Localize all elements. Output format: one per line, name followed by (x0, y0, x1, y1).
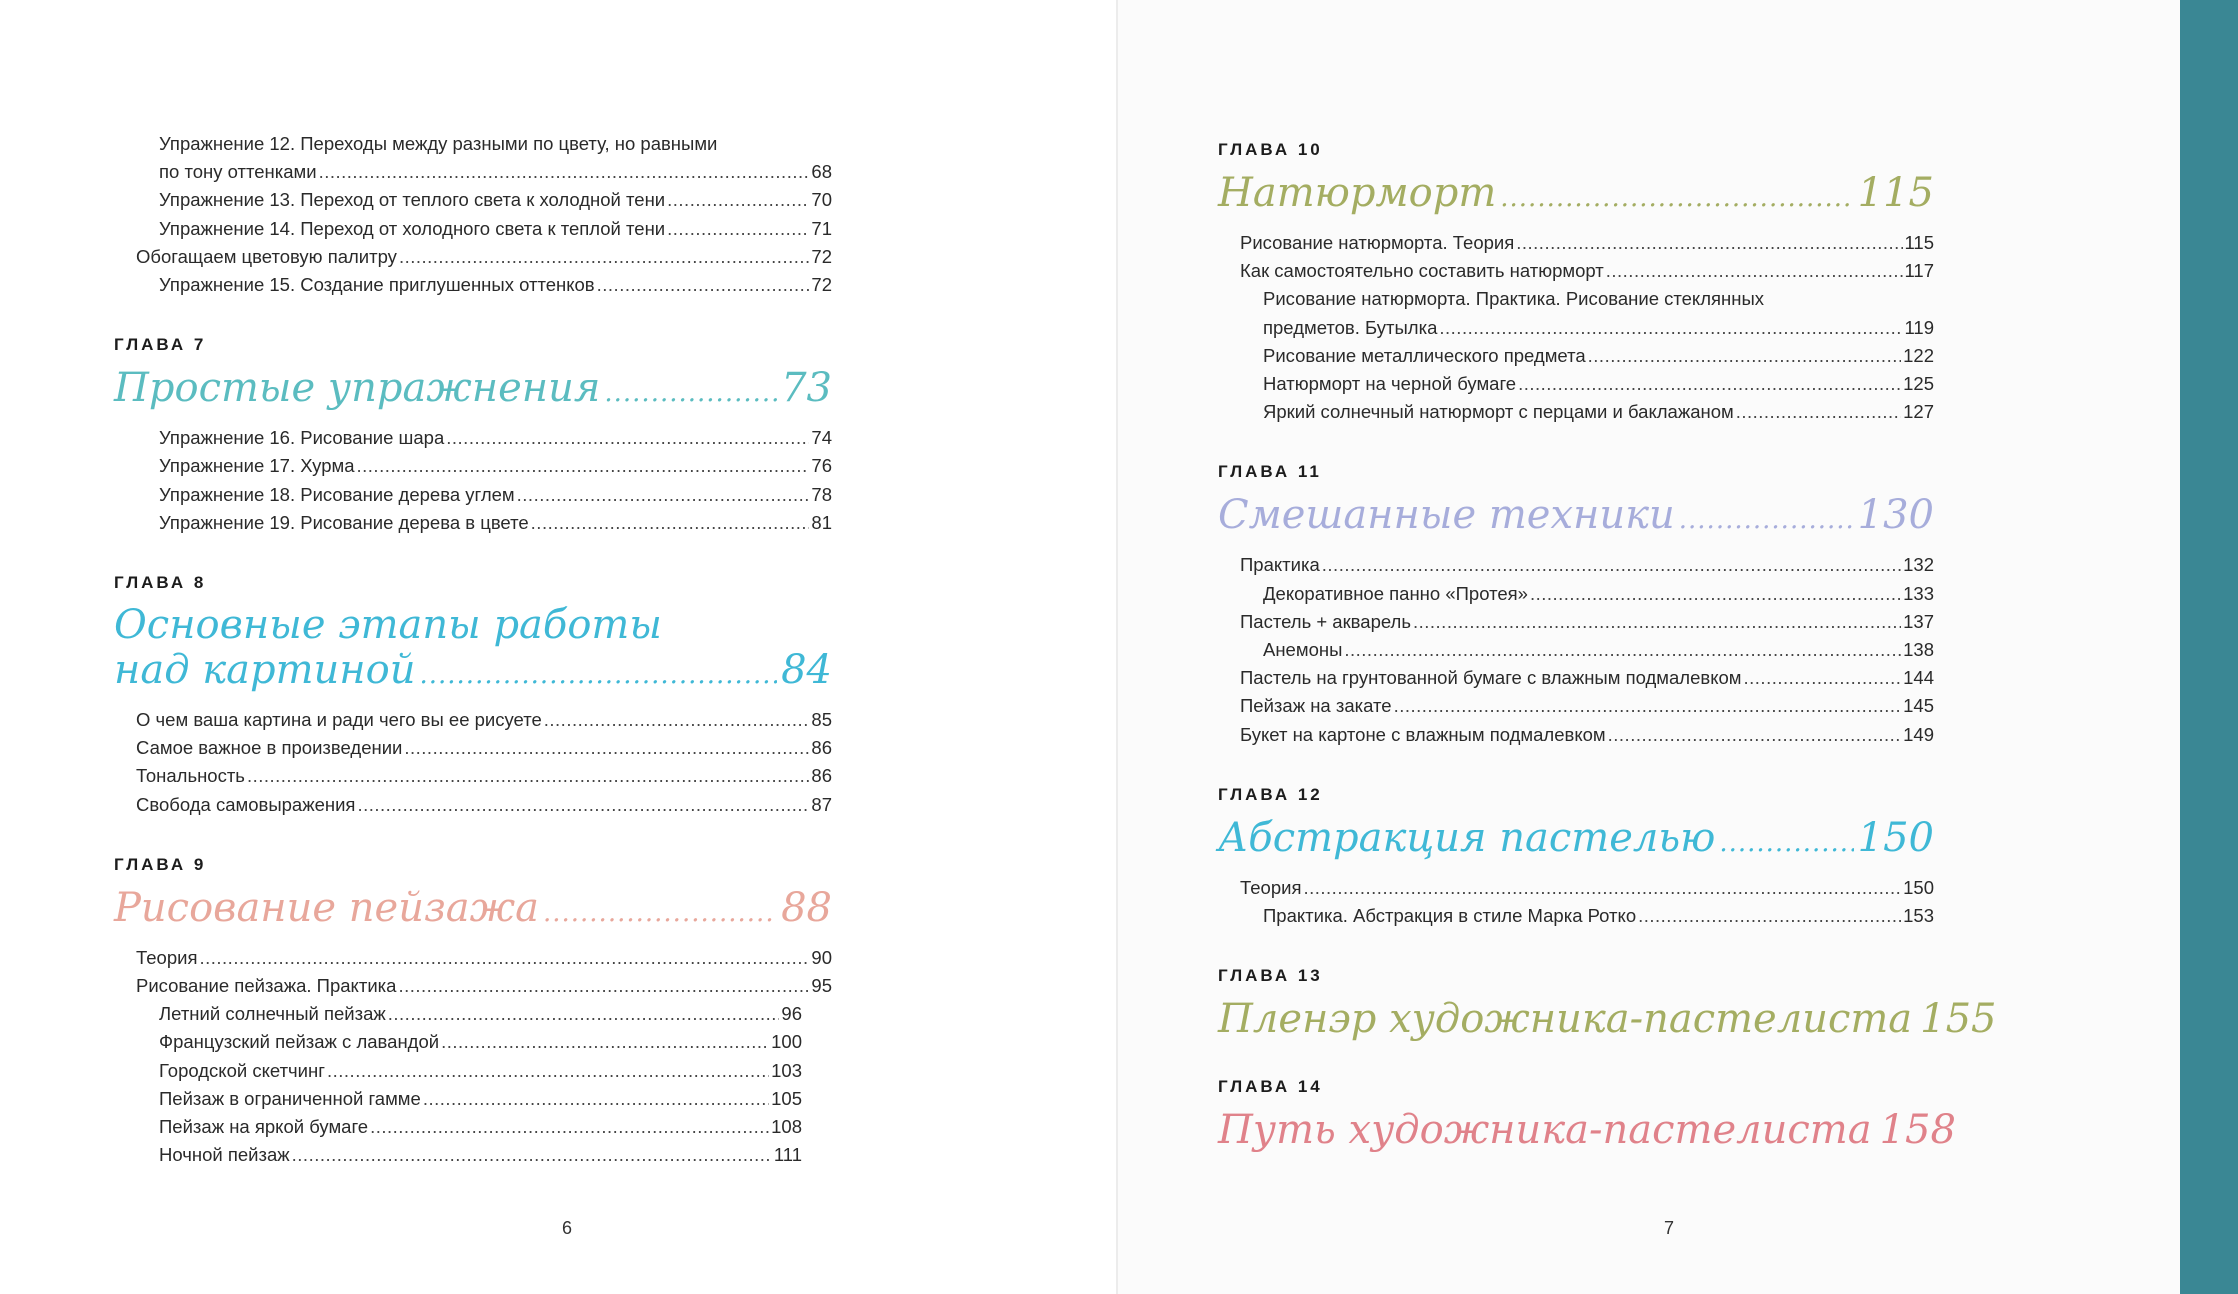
toc-dot-leader (667, 186, 809, 214)
toc-entry-page: 81 (811, 511, 832, 533)
toc-entry-text: Теория (1240, 876, 1302, 898)
toc-entry[interactable] (1218, 229, 1934, 257)
toc-entry[interactable] (1218, 902, 1934, 930)
chapter-10-label: ГЛАВА 10 (1218, 140, 1323, 159)
toc-entry-text: Практика. Абстракция в стиле Марка Ротко (1263, 905, 1637, 927)
chapter-11-label: ГЛАВА 11 (1218, 462, 1322, 482)
chapter-title-dot-leader (1719, 820, 1853, 866)
toc-entry-text: Упражнение 18. Рисование дерева углем (159, 483, 515, 505)
toc-entry-text: Самое важное в произведении (136, 737, 403, 759)
toc-entry-text: Теория (136, 946, 198, 968)
toc-entry-page: 117 (1904, 260, 1934, 282)
toc-entry-text: Анемоны (1263, 639, 1343, 661)
toc-dot-leader (446, 424, 809, 452)
chapter-9-page: 88 (781, 884, 832, 931)
toc-dot-leader (370, 1113, 769, 1141)
toc-entry-page: 74 (811, 427, 832, 449)
toc-entry-page: 145 (1903, 695, 1934, 717)
chapter-title-dot-leader (1500, 175, 1853, 221)
toc-entry-text: Тональность (136, 765, 245, 787)
toc-entry[interactable] (114, 215, 832, 243)
chapter-13-title[interactable] (1218, 996, 1997, 1047)
toc-entry-page: 70 (811, 189, 832, 211)
toc-dot-leader (199, 944, 809, 972)
toc-entry-page: 133 (1903, 582, 1934, 604)
toc-entry-page: 111 (773, 1144, 802, 1166)
chapter-7-title-text: Простые упражнения (114, 365, 601, 412)
chapter-10-title[interactable] (1218, 170, 1934, 221)
toc-dot-leader (292, 1141, 772, 1169)
page-number-left: 6 (562, 1218, 573, 1238)
toc-entry-page: 95 (811, 975, 832, 997)
toc-dot-leader (319, 158, 810, 186)
toc-entry-text: предметов. Бутылка (1263, 316, 1438, 338)
toc-entry[interactable] (1218, 721, 1934, 749)
toc-entry-text: Упражнение 15. Создание приглушенных оттенков (159, 274, 595, 296)
chapter-13-title-text: Пленэр художника-пастелиста (1218, 996, 1913, 1043)
chapter-8-label: ГЛАВА 8 (114, 573, 207, 593)
toc-entry[interactable] (1218, 342, 1934, 370)
chapter-10-title-text: Натюрморт (1218, 170, 1497, 216)
toc-entry[interactable] (1218, 692, 1934, 720)
toc-entry-text: Пастель + акварель (1240, 610, 1411, 632)
toc-entry[interactable] (114, 1028, 802, 1056)
toc-entry-page: 72 (811, 245, 832, 267)
toc-dot-leader (441, 1028, 769, 1056)
toc-entry[interactable] (1218, 314, 1934, 342)
toc-dot-leader (1736, 398, 1901, 426)
toc-entry-page: 125 (1903, 373, 1934, 395)
toc-entry-page: 127 (1903, 401, 1934, 423)
chapter-8-title-line1: Основные этапы работы (114, 602, 662, 649)
toc-dot-leader (531, 509, 810, 537)
toc-entry-text: Рисование натюрморта. Практика. Рисование стеклянных (1263, 288, 1765, 310)
toc-dot-leader (357, 452, 810, 480)
chapter-8-title[interactable] (114, 603, 832, 698)
chapter-9-title[interactable] (114, 885, 832, 936)
toc-entry[interactable] (114, 509, 832, 537)
chapter-title-dot-leader (543, 890, 777, 936)
toc-entry[interactable] (1218, 874, 1934, 902)
toc-entry[interactable] (114, 186, 832, 214)
toc-entry[interactable] (114, 1057, 802, 1085)
toc-entry[interactable] (114, 452, 832, 480)
toc-entry-page: 86 (811, 737, 832, 759)
chapter-title-dot-leader (604, 370, 777, 416)
chapter-10-page: 115 (1857, 170, 1934, 216)
toc-entry-text: Упражнение 14. Переход от холодного света к теплой тени (159, 217, 666, 239)
toc-dot-leader (398, 972, 809, 1000)
toc-entry-text: Упражнение 17. Хурма (159, 455, 355, 477)
toc-dot-leader (388, 1000, 780, 1028)
toc-dot-leader (327, 1057, 769, 1085)
chapter-7-label: ГЛАВА 7 (114, 335, 207, 355)
toc-entry-text: Ночной пейзаж (159, 1144, 290, 1166)
toc-entry-text: Городской скетчинг (159, 1059, 325, 1081)
toc-entry[interactable] (114, 734, 832, 762)
toc-dot-leader (1608, 721, 1901, 749)
toc-dot-leader (399, 243, 809, 271)
toc-entry-text: Пейзаж на яркой бумаге (159, 1116, 369, 1138)
chapter-9-title-text: Рисование пейзажа (114, 884, 539, 931)
left-toc-column (114, 130, 832, 1169)
toc-entry[interactable] (114, 481, 832, 509)
chapter-13-label: ГЛАВА 13 (1218, 966, 1323, 986)
toc-entry[interactable] (1218, 580, 1934, 608)
toc-entry-page: 96 (781, 1003, 802, 1025)
toc-entry-page: 150 (1903, 876, 1934, 898)
chapter-12-title-text: Абстракция пастелью (1218, 814, 1716, 861)
toc-entry-page: 72 (811, 274, 832, 296)
chapter-7-title[interactable] (114, 365, 832, 416)
toc-entry-text: Свобода самовыражения (136, 793, 356, 815)
toc-entry[interactable] (1218, 257, 1934, 285)
toc-entry-text: Рисование пейзажа. Практика (136, 975, 397, 997)
toc-dot-leader (1530, 580, 1901, 608)
toc-entry-text: по тону оттенками (159, 161, 317, 183)
toc-entry[interactable] (114, 271, 832, 299)
toc-entry-page: 119 (1904, 316, 1934, 338)
book-gutter (1116, 0, 1118, 1294)
toc-dot-leader (1439, 314, 1902, 342)
toc-entry-page: 71 (811, 217, 832, 239)
page-number-right: 7 (1664, 1218, 1675, 1238)
right-toc-column (1218, 130, 1997, 1166)
toc-entry[interactable] (114, 944, 832, 972)
chapter-14-title[interactable] (1218, 1107, 1956, 1158)
toc-entry[interactable] (114, 1141, 802, 1169)
toc-entry-page: 108 (771, 1116, 802, 1138)
chapter-11-title[interactable] (1218, 492, 1934, 543)
toc-dot-leader (357, 791, 809, 819)
toc-entry-text: Практика (1240, 554, 1320, 576)
chapter-title-dot-leader (419, 652, 777, 698)
chapter-8-page: 84 (781, 647, 832, 694)
chapter-14-label: ГЛАВА 14 (1218, 1077, 1323, 1097)
toc-entry[interactable] (114, 424, 832, 452)
toc-entry[interactable] (114, 762, 832, 790)
toc-entry[interactable] (114, 791, 832, 819)
chapter-12-title[interactable] (1218, 815, 1934, 866)
toc-entry[interactable] (1218, 636, 1934, 664)
toc-dot-leader (423, 1085, 769, 1113)
toc-entry-text: Французский пейзаж с лавандой (159, 1031, 440, 1053)
toc-entry-text: Пейзаж на закате (1240, 695, 1392, 717)
toc-entry-text: Пейзаж в ограниченной гамме (159, 1087, 421, 1109)
toc-dot-leader (1394, 692, 1902, 720)
toc-entry-page: 122 (1903, 344, 1934, 366)
toc-entry-page: 86 (811, 765, 832, 787)
toc-entry[interactable] (114, 243, 832, 271)
toc-dot-leader (1344, 636, 1901, 664)
toc-dot-leader (1588, 342, 1901, 370)
toc-entry-text: Обогащаем цветовую палитру (136, 245, 397, 267)
toc-entry-text: Декоративное панно «Протея» (1263, 582, 1528, 604)
toc-entry[interactable] (1218, 370, 1934, 398)
toc-entry-page: 100 (771, 1031, 802, 1053)
toc-entry[interactable] (1218, 551, 1934, 579)
toc-dot-leader (1516, 229, 1902, 257)
toc-entry-page: 90 (811, 946, 832, 968)
toc-entry-page: 78 (811, 483, 832, 505)
toc-entry[interactable] (114, 1085, 802, 1113)
toc-entry[interactable] (1218, 398, 1934, 426)
toc-entry-text: Как самостоятельно составить натюрморт (1240, 260, 1604, 282)
toc-entry[interactable] (114, 1113, 802, 1141)
toc-entry-page: 68 (811, 161, 832, 183)
chapter-11-title-text: Смешанные техники (1218, 492, 1675, 539)
chapter-14-page: 158 (1879, 1107, 1956, 1154)
toc-entry-page: 87 (811, 793, 832, 815)
toc-dot-leader (247, 762, 809, 790)
toc-entry-page: 103 (771, 1059, 802, 1081)
chapter-7-page: 73 (781, 365, 832, 412)
edge-strip (2180, 0, 2238, 1294)
toc-entry-page: 105 (771, 1087, 802, 1109)
toc-entry-page: 138 (1903, 639, 1934, 661)
toc-entry-page: 144 (1903, 667, 1934, 689)
toc-entry[interactable] (1218, 664, 1934, 692)
chapter-9-label: ГЛАВА 9 (114, 854, 207, 874)
chapter-12-label: ГЛАВА 12 (1218, 784, 1323, 804)
toc-entry-text: Букет на картоне с влажным подмалевком (1240, 723, 1606, 745)
toc-entry-page: 115 (1904, 232, 1934, 253)
toc-entry-text: О чем ваша картина и ради чего вы ее рисуете (136, 709, 542, 731)
toc-dot-leader (544, 706, 810, 734)
toc-dot-leader (404, 734, 809, 762)
chapter-13-page: 155 (1920, 996, 1997, 1043)
toc-entry-text: Упражнение 16. Рисование шара (159, 427, 445, 449)
toc-entry-page: 153 (1903, 905, 1934, 927)
toc-dot-leader (597, 271, 810, 299)
toc-dot-leader (1744, 664, 1902, 692)
toc-entry-text: Пастель на грунтованной бумаге с влажным подмалевком (1240, 667, 1742, 689)
toc-entry-text: Натюрморт на черной бумаге (1263, 373, 1517, 395)
toc-entry[interactable] (1218, 608, 1934, 636)
toc-dot-leader (1606, 257, 1903, 285)
chapter-12-page: 150 (1857, 814, 1934, 861)
toc-entry-text: Упражнение 12. Переходы между разными по цвету, но равными (159, 133, 718, 154)
toc-entry[interactable] (114, 972, 832, 1000)
toc-dot-leader (1303, 874, 1901, 902)
toc-entry-page: 137 (1903, 610, 1934, 632)
toc-dot-leader (667, 215, 809, 243)
toc-entry-page: 132 (1903, 554, 1934, 576)
toc-entry-text: Рисование натюрморта. Теория (1240, 232, 1515, 253)
chapter-8-title-line2: над картиной (114, 647, 416, 694)
toc-entry-page: 85 (811, 709, 832, 731)
chapter-11-page: 130 (1857, 492, 1934, 539)
toc-entry-text: Рисование металлического предмета (1263, 344, 1586, 366)
toc-dot-leader (1413, 608, 1901, 636)
toc-entry-text: Упражнение 19. Рисование дерева в цвете (159, 511, 529, 533)
toc-entry-page: 149 (1903, 723, 1934, 745)
toc-entry[interactable] (114, 158, 832, 186)
chapter-title-dot-leader (1679, 497, 1854, 543)
toc-entry-text: Летний солнечный пейзаж (159, 1003, 386, 1025)
toc-dot-leader (1518, 370, 1901, 398)
toc-entry[interactable] (114, 706, 832, 734)
toc-entry-text: Упражнение 13. Переход от теплого света к холодной тени (159, 189, 666, 211)
toc-dot-leader (1638, 902, 1901, 930)
toc-entry-page: 76 (811, 455, 832, 477)
chapter-14-title-text: Путь художника-пастелиста (1218, 1107, 1872, 1154)
toc-dot-leader (517, 481, 810, 509)
toc-entry[interactable] (114, 1000, 802, 1028)
toc-entry-text: Яркий солнечный натюрморт с перцами и баклажаном (1263, 401, 1734, 423)
toc-dot-leader (1322, 551, 1901, 579)
